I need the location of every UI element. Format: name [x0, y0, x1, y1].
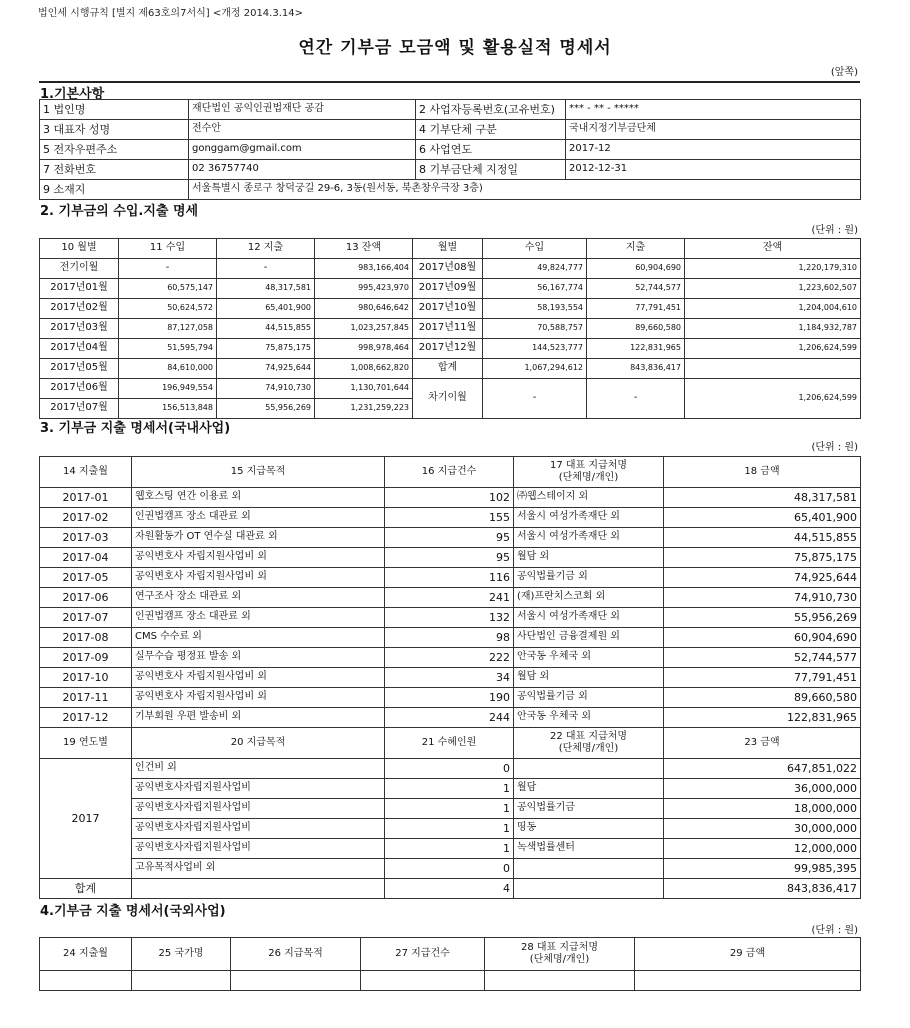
amount-cell: 12,000,000: [664, 839, 861, 859]
section4-unit-label: (단위 : 원): [811, 925, 858, 936]
purpose-cell: 공익변호사 자립지원사업비 외: [132, 568, 385, 588]
count-cell: 116: [385, 568, 514, 588]
info-row: [40, 120, 861, 140]
expense-cell: -: [217, 259, 315, 279]
field-label: 9 소재지: [40, 180, 189, 200]
field-label: 5 전자우편주소: [40, 140, 189, 160]
page-title: 연간 기부금 모금액 및 활용실적 명세서: [298, 38, 612, 58]
page-side-label: (앞쪽): [830, 67, 858, 78]
expense-cell: 74,925,644: [217, 359, 315, 379]
month-row: [40, 379, 861, 399]
column-header: 15 지급목적: [132, 457, 385, 488]
beneficiary-count-cell: 1: [385, 799, 514, 819]
purpose-cell: 기부회원 우편 발송비 외: [132, 708, 385, 728]
income-cell: 1,067,294,612: [483, 359, 587, 379]
info-row: [40, 100, 861, 120]
empty-cell: [635, 971, 861, 991]
info-row: [40, 140, 861, 160]
expense-cell: 44,515,855: [217, 319, 315, 339]
expense-row: [40, 508, 861, 528]
income-cell: 50,624,572: [119, 299, 217, 319]
total-recipient: [514, 879, 664, 899]
info-row: [40, 160, 861, 180]
purpose-cell: 공익변호사자립지원사업비: [132, 819, 385, 839]
amount-cell: 36,000,000: [664, 779, 861, 799]
beneficiary-count-cell: 0: [385, 759, 514, 779]
overseas-expense-table: [39, 937, 861, 991]
beneficiary-count-cell: 1: [385, 779, 514, 799]
total-count: 4: [385, 879, 514, 899]
column-header: 16 지급건수: [385, 457, 514, 488]
section4-title: 4.기부금 지출 명세서(국외사업): [40, 904, 226, 919]
purpose-cell: 공익변호사자립지원사업비: [132, 799, 385, 819]
amount-cell: 48,317,581: [664, 488, 861, 508]
balance-cell: 1,184,932,787: [685, 319, 861, 339]
month-cell: 2017년11월: [413, 319, 483, 339]
month-row: [40, 259, 861, 279]
header-row: [40, 938, 861, 971]
month-cell: 2017년01월: [40, 279, 119, 299]
expense-cell: 74,910,730: [217, 379, 315, 399]
recipient-cell: 사단법인 금융결제원 외: [514, 628, 664, 648]
recipient-cell: 서울시 여성가족재단 외: [514, 608, 664, 628]
balance-cell: 983,166,404: [315, 259, 413, 279]
recipient-cell: 안국동 우체국 외: [514, 648, 664, 668]
amount-cell: 75,875,175: [664, 548, 861, 568]
expense-row: [40, 608, 861, 628]
income-cell: 56,167,774: [483, 279, 587, 299]
month-cell: 2017-03: [40, 528, 132, 548]
month-row: [40, 339, 861, 359]
column-header: 14 지출월: [40, 457, 132, 488]
income-cell: 87,127,058: [119, 319, 217, 339]
income-expense-table: [39, 238, 861, 419]
total-label: 합계: [40, 879, 132, 899]
month-row: [40, 299, 861, 319]
carry-forward-income: -: [483, 379, 587, 419]
column-header: 28 대표 지급처명 (단체명/개인): [485, 938, 635, 971]
balance-cell: 980,646,642: [315, 299, 413, 319]
expense-row: [40, 568, 861, 588]
carry-forward-balance: 1,206,624,599: [685, 379, 861, 419]
month-cell: 2017년08월: [413, 259, 483, 279]
expense-row: [40, 548, 861, 568]
column-header: 27 지급건수: [361, 938, 485, 971]
purpose-cell: CMS 수수료 외: [132, 628, 385, 648]
expense-cell: 89,660,580: [587, 319, 685, 339]
amount-cell: 52,744,577: [664, 648, 861, 668]
month-cell: 2017-08: [40, 628, 132, 648]
recipient-cell: [514, 759, 664, 779]
field-value: gonggam@gmail.com: [189, 140, 416, 160]
expense-row: [40, 688, 861, 708]
field-value: 2012-12-31: [566, 160, 861, 180]
month-row: [40, 319, 861, 339]
purpose-cell: 인건비 외: [132, 759, 385, 779]
count-cell: 34: [385, 668, 514, 688]
income-cell: 196,949,554: [119, 379, 217, 399]
balance-cell: 1,130,701,644: [315, 379, 413, 399]
year-row: [40, 819, 861, 839]
amount-cell: 74,910,730: [664, 588, 861, 608]
count-cell: 95: [385, 528, 514, 548]
column-header: 22 대표 지급처명 (단체명/개인): [514, 728, 664, 759]
month-row: [40, 279, 861, 299]
empty-cell: [485, 971, 635, 991]
expense-cell: 52,744,577: [587, 279, 685, 299]
month-cell: 2017-02: [40, 508, 132, 528]
column-header: 지출: [587, 239, 685, 259]
expense-row: [40, 668, 861, 688]
count-cell: 155: [385, 508, 514, 528]
recipient-cell: 서울시 여성가족재단 외: [514, 508, 664, 528]
column-header: 수입: [483, 239, 587, 259]
section2-unit-label: (단위 : 원): [811, 225, 858, 236]
section3-title: 3. 기부금 지출 명세서(국내사업): [40, 421, 231, 436]
income-cell: -: [119, 259, 217, 279]
recipient-cell: 공익법률기금: [514, 799, 664, 819]
recipient-cell: 안국동 우체국 외: [514, 708, 664, 728]
purpose-cell: 공익변호사 자립지원사업비 외: [132, 548, 385, 568]
month-cell: 2017년06월: [40, 379, 119, 399]
amount-cell: 74,925,644: [664, 568, 861, 588]
amount-cell: 647,851,022: [664, 759, 861, 779]
purpose-cell: 공익변호사 자립지원사업비 외: [132, 668, 385, 688]
year-row: [40, 839, 861, 859]
header-row: [40, 728, 861, 759]
recipient-cell: 월담 외: [514, 548, 664, 568]
field-value: 재단법인 공익인권법재단 공감: [189, 100, 416, 120]
column-header: 13 잔액: [315, 239, 413, 259]
column-header: 20 지급목적: [132, 728, 385, 759]
income-cell: 60,575,147: [119, 279, 217, 299]
income-cell: 144,523,777: [483, 339, 587, 359]
year-row: [40, 859, 861, 879]
balance-cell: 995,423,970: [315, 279, 413, 299]
year-row: [40, 799, 861, 819]
month-cell: 2017년03월: [40, 319, 119, 339]
recipient-cell: 녹색법률센터: [514, 839, 664, 859]
amount-cell: 55,956,269: [664, 608, 861, 628]
amount-cell: 18,000,000: [664, 799, 861, 819]
balance-cell: 1,008,662,820: [315, 359, 413, 379]
count-cell: 244: [385, 708, 514, 728]
expense-cell: 75,875,175: [217, 339, 315, 359]
form-reference-note: 법인세 시행규칙 [별지 제63호의7서식] <개정 2014.3.14>: [38, 8, 303, 19]
expense-row: [40, 528, 861, 548]
carry-forward-label: 차기이월: [413, 379, 483, 419]
month-cell: 2017-09: [40, 648, 132, 668]
income-cell: 84,610,000: [119, 359, 217, 379]
expense-cell: 65,401,900: [217, 299, 315, 319]
month-row: [40, 359, 861, 379]
column-header: 월별: [413, 239, 483, 259]
purpose-cell: 실무수습 평정표 발송 외: [132, 648, 385, 668]
total-amount: 843,836,417: [664, 879, 861, 899]
month-cell: 2017년04월: [40, 339, 119, 359]
empty-cell: [40, 971, 132, 991]
expense-cell: 843,836,417: [587, 359, 685, 379]
year-cell: 2017: [40, 759, 132, 879]
column-header: 29 금액: [635, 938, 861, 971]
column-header: 12 지출: [217, 239, 315, 259]
month-cell: 2017-10: [40, 668, 132, 688]
month-cell: 2017년02월: [40, 299, 119, 319]
month-cell: 2017-11: [40, 688, 132, 708]
amount-cell: 122,831,965: [664, 708, 861, 728]
balance-cell: 1,220,179,310: [685, 259, 861, 279]
beneficiary-count-cell: 1: [385, 819, 514, 839]
expense-cell: 48,317,581: [217, 279, 315, 299]
balance-cell: [685, 359, 861, 379]
field-label: 2 사업자등록번호(고유번호): [416, 100, 566, 120]
empty-cell: [361, 971, 485, 991]
count-cell: 222: [385, 648, 514, 668]
balance-cell: 1,231,259,223: [315, 399, 413, 419]
purpose-cell: 고유목적사업비 외: [132, 859, 385, 879]
purpose-cell: 공익변호사 자립지원사업비 외: [132, 688, 385, 708]
month-cell: 2017-04: [40, 548, 132, 568]
recipient-cell: 공익법률기금 외: [514, 568, 664, 588]
expense-cell: 77,791,451: [587, 299, 685, 319]
income-cell: 49,824,777: [483, 259, 587, 279]
recipient-cell: [514, 859, 664, 879]
column-header: 25 국가명: [132, 938, 231, 971]
field-value: 02 36757740: [189, 160, 416, 180]
income-cell: 51,595,794: [119, 339, 217, 359]
amount-cell: 99,985,395: [664, 859, 861, 879]
balance-cell: 1,223,602,507: [685, 279, 861, 299]
expense-row: [40, 708, 861, 728]
recipient-cell: ㈜웹스테이지 외: [514, 488, 664, 508]
field-value: *** - ** - *****: [566, 100, 861, 120]
month-cell: 전기이월: [40, 259, 119, 279]
column-header: 18 금액: [664, 457, 861, 488]
purpose-cell: 연구조사 장소 대관료 외: [132, 588, 385, 608]
purpose-cell: 공익변호사자립지원사업비: [132, 779, 385, 799]
amount-cell: 60,904,690: [664, 628, 861, 648]
expense-row: [40, 588, 861, 608]
empty-cell: [132, 971, 231, 991]
field-label: 8 기부금단체 지정일: [416, 160, 566, 180]
column-header: 17 대표 지급처명 (단체명/개인): [514, 457, 664, 488]
balance-cell: 1,206,624,599: [685, 339, 861, 359]
field-label: 4 기부단체 구분: [416, 120, 566, 140]
expense-row: [40, 648, 861, 668]
count-cell: 132: [385, 608, 514, 628]
header-row: [40, 239, 861, 259]
column-header: 21 수혜인원: [385, 728, 514, 759]
income-cell: 70,588,757: [483, 319, 587, 339]
month-cell: 2017년12월: [413, 339, 483, 359]
month-cell: 2017-07: [40, 608, 132, 628]
expense-cell: 55,956,269: [217, 399, 315, 419]
recipient-cell: 서울시 여성가족재단 외: [514, 528, 664, 548]
column-header: 10 월별: [40, 239, 119, 259]
amount-cell: 89,660,580: [664, 688, 861, 708]
carry-forward-expense: -: [587, 379, 685, 419]
total-row: [40, 879, 861, 899]
recipient-cell: 월담: [514, 779, 664, 799]
month-cell: 2017-01: [40, 488, 132, 508]
purpose-cell: 인권법캠프 장소 대관료 외: [132, 608, 385, 628]
field-label: 6 사업연도: [416, 140, 566, 160]
field-label: 1 법인명: [40, 100, 189, 120]
year-row: [40, 779, 861, 799]
recipient-cell: 공익법률기금 외: [514, 688, 664, 708]
expense-cell: 60,904,690: [587, 259, 685, 279]
balance-cell: 1,204,004,610: [685, 299, 861, 319]
field-label: 7 전화번호: [40, 160, 189, 180]
count-cell: 102: [385, 488, 514, 508]
income-cell: 156,513,848: [119, 399, 217, 419]
amount-cell: 65,401,900: [664, 508, 861, 528]
month-cell: 2017년07월: [40, 399, 119, 419]
beneficiary-count-cell: 0: [385, 859, 514, 879]
field-value: 국내지정기부금단체: [566, 120, 861, 140]
info-row: [40, 180, 861, 200]
purpose-cell: 인권법캠프 장소 대관료 외: [132, 508, 385, 528]
purpose-cell: 공익변호사자립지원사업비: [132, 839, 385, 859]
section3-unit-label: (단위 : 원): [811, 442, 858, 453]
count-cell: 241: [385, 588, 514, 608]
empty-cell: [231, 971, 361, 991]
month-cell: 2017년05월: [40, 359, 119, 379]
count-cell: 190: [385, 688, 514, 708]
section1-top-rule: [39, 81, 860, 83]
month-cell: 2017년09월: [413, 279, 483, 299]
column-header: 11 수입: [119, 239, 217, 259]
month-cell: 2017-12: [40, 708, 132, 728]
expense-cell: 122,831,965: [587, 339, 685, 359]
year-row: [40, 759, 861, 779]
column-header: 24 지출월: [40, 938, 132, 971]
expense-row: [40, 488, 861, 508]
basic-info-table: [39, 99, 861, 200]
balance-cell: 998,978,464: [315, 339, 413, 359]
column-header: 19 연도별: [40, 728, 132, 759]
balance-cell: 1,023,257,845: [315, 319, 413, 339]
address-value: 서울특별시 종로구 창덕궁길 29-6, 3동(원서동, 북촌창우극장 3층): [189, 180, 861, 200]
field-value: 2017-12: [566, 140, 861, 160]
field-label: 3 대표자 성명: [40, 120, 189, 140]
empty-row: [40, 971, 861, 991]
month-cell: 2017-06: [40, 588, 132, 608]
beneficiary-count-cell: 1: [385, 839, 514, 859]
total-purpose: [132, 879, 385, 899]
column-header: 잔액: [685, 239, 861, 259]
section1-title: 1.기본사항: [40, 87, 105, 102]
month-cell: 2017년10월: [413, 299, 483, 319]
recipient-cell: 월담 외: [514, 668, 664, 688]
count-cell: 98: [385, 628, 514, 648]
column-header: 23 금액: [664, 728, 861, 759]
amount-cell: 30,000,000: [664, 819, 861, 839]
amount-cell: 77,791,451: [664, 668, 861, 688]
purpose-cell: 자원활동가 OT 연수실 대관료 외: [132, 528, 385, 548]
month-cell: 합계: [413, 359, 483, 379]
expense-row: [40, 628, 861, 648]
count-cell: 95: [385, 548, 514, 568]
income-cell: 58,193,554: [483, 299, 587, 319]
section2-title: 2. 기부금의 수입.지출 명세: [40, 204, 199, 219]
recipient-cell: 띵동: [514, 819, 664, 839]
purpose-cell: 웹호스팅 연간 이용료 외: [132, 488, 385, 508]
header-row: [40, 457, 861, 488]
domestic-expense-table: [39, 456, 861, 899]
amount-cell: 44,515,855: [664, 528, 861, 548]
column-header: 26 지급목적: [231, 938, 361, 971]
month-cell: 2017-05: [40, 568, 132, 588]
recipient-cell: (재)프란치스코회 외: [514, 588, 664, 608]
field-value: 전수안: [189, 120, 416, 140]
